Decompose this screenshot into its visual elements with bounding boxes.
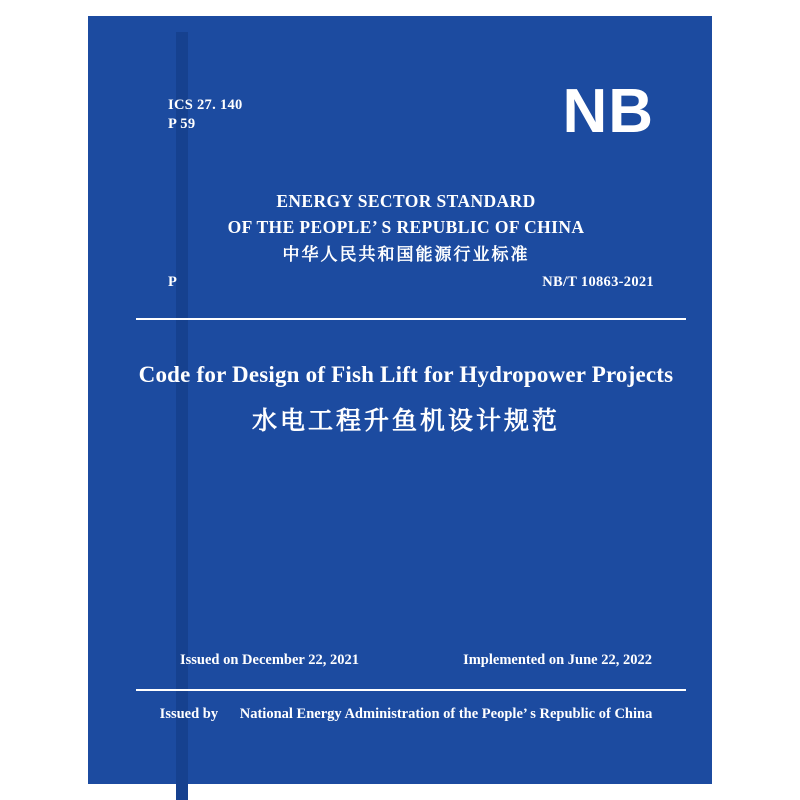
issuer-row: [100, 706, 712, 723]
title-english: Code for Design of Fish Lift for Hydropower Projects: [138, 362, 674, 387]
dates-row: [100, 652, 712, 676]
standard-number-row: [100, 274, 712, 298]
ics-code: ICS 27. 140: [168, 97, 243, 113]
divider-top: [136, 318, 686, 320]
implemented-date: Implemented on June 22, 2022: [463, 652, 652, 668]
classification-code: P 59: [168, 116, 196, 132]
issuer-name: National Energy Administration of the People’ s Republic of China: [239, 706, 653, 722]
nb-logo: NB: [562, 77, 654, 146]
standard-heading: [100, 188, 712, 270]
title-block: [100, 358, 712, 438]
ics-block: [168, 96, 243, 134]
cover-content: [100, 16, 712, 784]
divider-bottom: [136, 689, 686, 691]
heading-line-2: OF THE PEOPLE’ S REPUBLIC OF CHINA: [227, 217, 585, 237]
heading-chinese: 中华人民共和国能源行业标准: [282, 245, 530, 265]
issued-date: Issued on December 22, 2021: [180, 652, 359, 668]
heading-line-1: ENERGY SECTOR STANDARD: [276, 191, 536, 211]
title-chinese: 水电工程升鱼机设计规范: [251, 406, 560, 435]
standard-number: NB/T 10863-2021: [542, 274, 654, 290]
cover-top-row: [100, 78, 712, 158]
category-letter: P: [168, 274, 177, 290]
standard-cover: [88, 16, 712, 784]
issued-by-label: Issued by: [159, 706, 219, 722]
